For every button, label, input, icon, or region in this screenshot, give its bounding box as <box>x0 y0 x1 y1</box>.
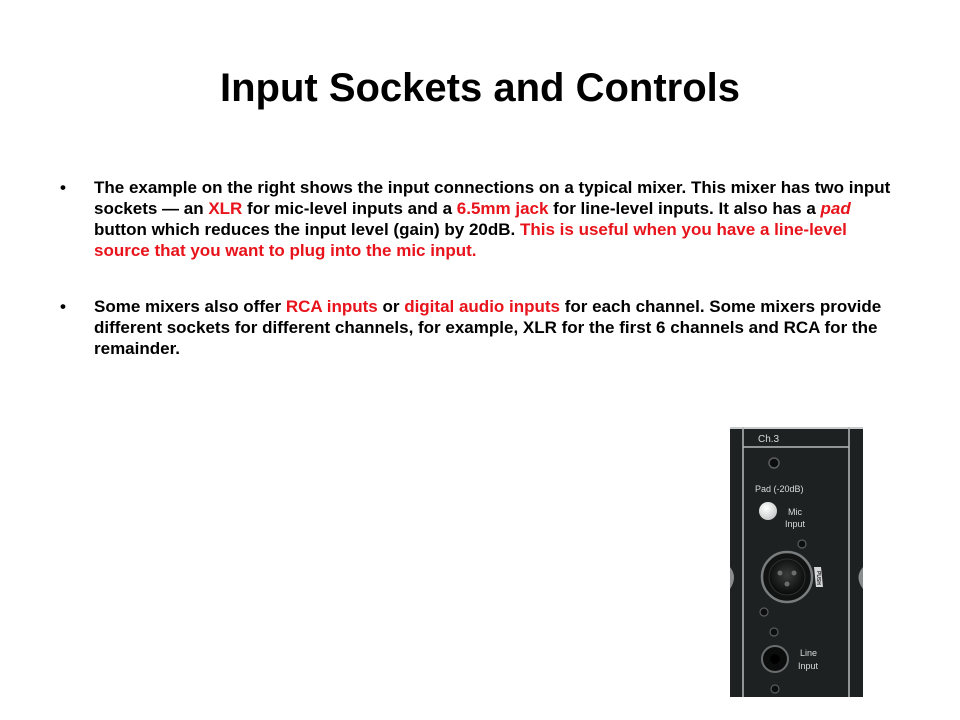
text-run: Some mixers also offer <box>94 297 286 316</box>
bullet-list <box>60 177 906 359</box>
screw-icon <box>771 685 779 693</box>
xlr-socket-inner <box>769 559 805 595</box>
screw-icon <box>770 628 778 636</box>
screw-icon <box>798 540 806 548</box>
highlight-jack: 6.5mm jack <box>456 199 549 218</box>
pad-label: Pad (-20dB) <box>755 484 804 494</box>
text-run: The example on the right shows the input connections on a typical mixer. This mixer has two input sockets — an <box>94 178 891 218</box>
xlr-pin <box>778 571 783 576</box>
bullet-marker: • <box>60 178 66 197</box>
screw-icon <box>769 458 779 468</box>
xlr-pin <box>785 582 790 587</box>
highlight-useful-note: This is useful when you have a line-level source that you want to plug into the mic input. <box>94 220 847 260</box>
highlight-xlr: XLR <box>208 199 243 218</box>
text-run: or <box>377 297 405 316</box>
text-run: for line-level inputs. It also has a <box>548 199 821 218</box>
text-run: for mic-level inputs and a <box>242 199 457 218</box>
pad-button <box>759 502 777 520</box>
text-run: button which reduces the input level (gain) by 20dB. <box>94 220 520 239</box>
mic-label: Mic <box>788 507 802 517</box>
bullet-marker: • <box>60 297 66 316</box>
line-label: Line <box>800 648 818 658</box>
highlight-digital: digital audio inputs <box>404 297 561 316</box>
push-label: PUSH <box>815 571 821 585</box>
panel-divider-top <box>730 427 863 429</box>
text-run: for each channel. Some mixers provide different sockets for different channels, for example, XLR for the first 6 channels and RCA for the remainder. <box>94 297 882 358</box>
mixer-channel-photo <box>730 427 863 697</box>
highlight-rca: RCA inputs <box>285 297 378 316</box>
line-label: Input <box>798 661 819 671</box>
line-jack-hole <box>770 654 780 664</box>
highlight-pad: pad <box>820 199 851 218</box>
slide-title: Input Sockets and Controls <box>219 66 741 110</box>
xlr-pin <box>792 571 797 576</box>
screw-icon <box>760 608 768 616</box>
bullet-item-other-inputs <box>60 296 906 359</box>
mic-label: Input <box>785 519 806 529</box>
channel-label: Ch.3 <box>758 434 780 445</box>
bullet-item-input-connections <box>60 177 906 261</box>
